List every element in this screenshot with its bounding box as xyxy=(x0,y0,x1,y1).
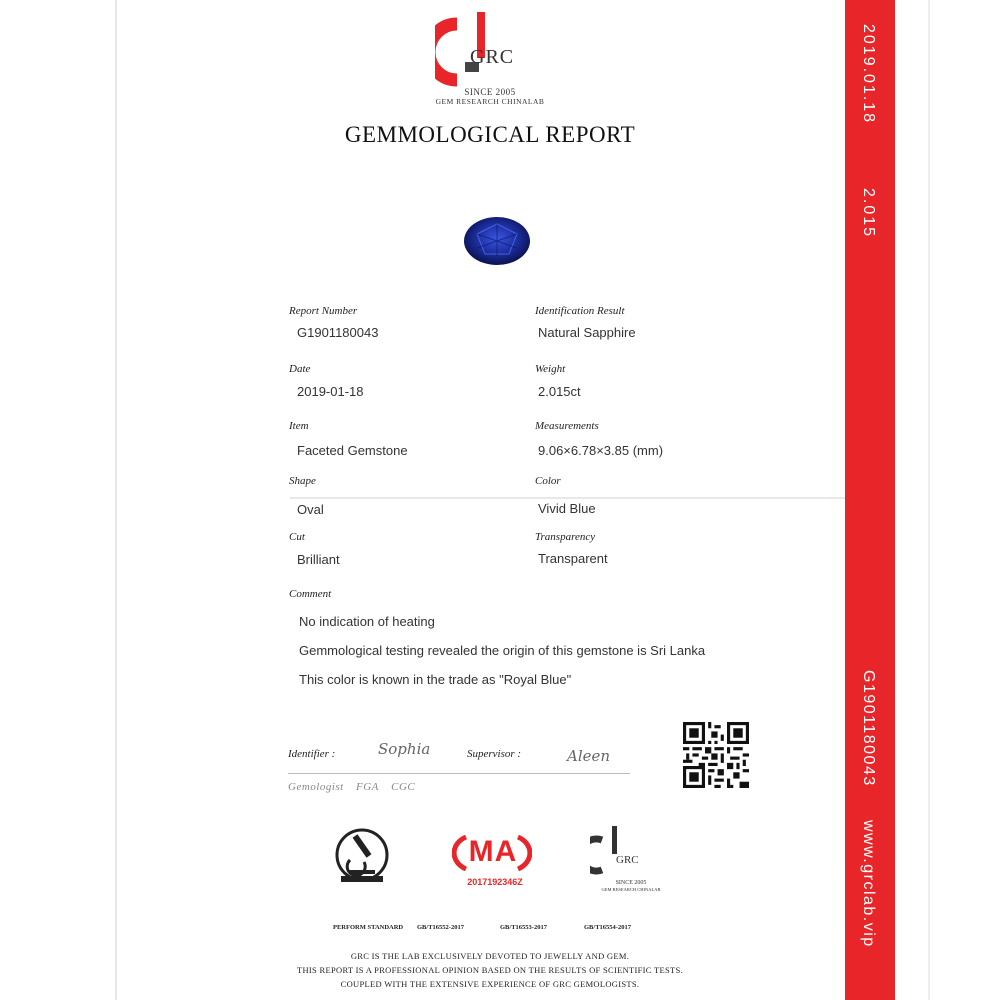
credential-cgc: CGC xyxy=(391,781,416,793)
date-value: 2019-01-18 xyxy=(297,384,364,399)
footer-line: GRC IS THE LAB EXCLUSIVELY DEVOTED TO JEWELLY AND GEM. xyxy=(350,951,630,961)
qr-code-icon[interactable] xyxy=(683,722,749,788)
standard-item: GB/T16553-2017 xyxy=(500,924,547,931)
microscope-seal-icon xyxy=(333,826,391,886)
report-number-value: G1901180043 xyxy=(297,325,379,340)
shape-label: Shape xyxy=(289,475,316,487)
band-weight: 2.015 xyxy=(860,188,877,239)
transparency-label: Transparency xyxy=(535,531,596,543)
report-number-label: Report Number xyxy=(289,305,358,317)
item-value: Faceted Gemstone xyxy=(297,443,408,458)
color-label: Color xyxy=(535,475,561,487)
identifier-signature: Sophia xyxy=(378,740,431,758)
band-website: www.grclab.vip xyxy=(860,820,877,948)
footer-line: THIS REPORT IS A PROFESSIONAL OPINION BASED ON THE RESULTS OF SCIENTIFIC TESTS. xyxy=(297,965,683,975)
comment-label: Comment xyxy=(289,588,332,600)
measurements-value: 9.06×6.78×3.85 (mm) xyxy=(538,443,664,458)
standard-item: GB/T16554-2017 xyxy=(584,924,631,931)
lab-name: GEM RESEARCH CHINALAB xyxy=(435,97,545,106)
fold-line xyxy=(290,497,890,499)
cut-value: Brilliant xyxy=(297,552,340,567)
footer-line: COUPLED WITH THE EXTENSIVE EXPERIENCE OF GRC GEMOLOGISTS. xyxy=(340,979,640,989)
standard-item: GB/T16552-2017 xyxy=(417,924,464,931)
comment-line: Gemmological testing revealed the origin of this gemstone is Sri Lanka xyxy=(299,643,706,658)
identifier-label: Identifier : xyxy=(288,748,336,760)
comment-line: This color is known in the trade as "Royal Blue" xyxy=(299,672,572,687)
credential-gemologist: Gemologist xyxy=(288,781,344,793)
logo-brand-text: GRC xyxy=(470,46,515,68)
left-page-edge xyxy=(115,0,117,1000)
identification-result-label: Identification Result xyxy=(535,305,625,317)
band-report-number: G1901180043 xyxy=(860,670,877,787)
grc-small-since: SINCE 2005 xyxy=(615,880,647,886)
color-value: Vivid Blue xyxy=(538,501,596,516)
cma-seal-text: MA xyxy=(468,835,518,868)
cma-number: 2017192346Z xyxy=(467,877,523,887)
credentials xyxy=(288,781,424,793)
right-page-edge xyxy=(928,0,930,1000)
grc-small-brand: GRC xyxy=(616,854,639,866)
date-label: Date xyxy=(289,363,311,375)
comment-line: No indication of heating xyxy=(299,614,435,629)
cut-label: Cut xyxy=(289,531,305,543)
identification-result-value: Natural Sapphire xyxy=(538,325,636,340)
since-text: SINCE 2005 xyxy=(464,87,516,97)
weight-value: 2.015ct xyxy=(538,384,581,399)
credential-fga: FGA xyxy=(355,781,379,793)
band-date: 2019.01.18 xyxy=(860,24,877,125)
measurements-label: Measurements xyxy=(535,420,599,432)
item-label: Item xyxy=(289,420,309,432)
grc-small-logo-icon xyxy=(590,826,630,880)
weight-label: Weight xyxy=(535,363,566,375)
supervisor-label: Supervisor : xyxy=(467,748,522,760)
signature-line xyxy=(288,773,630,774)
grc-small-lab: GEM RESEARCH CHINALAB xyxy=(601,887,661,892)
report-title: GEMMOLOGICAL REPORT xyxy=(344,122,636,147)
sapphire-image xyxy=(463,216,531,266)
perform-standard-label: PERFORM STANDARD xyxy=(333,924,404,931)
transparency-value: Transparent xyxy=(538,551,608,566)
shape-value: Oval xyxy=(297,502,324,517)
supervisor-signature: Aleen xyxy=(567,747,611,765)
